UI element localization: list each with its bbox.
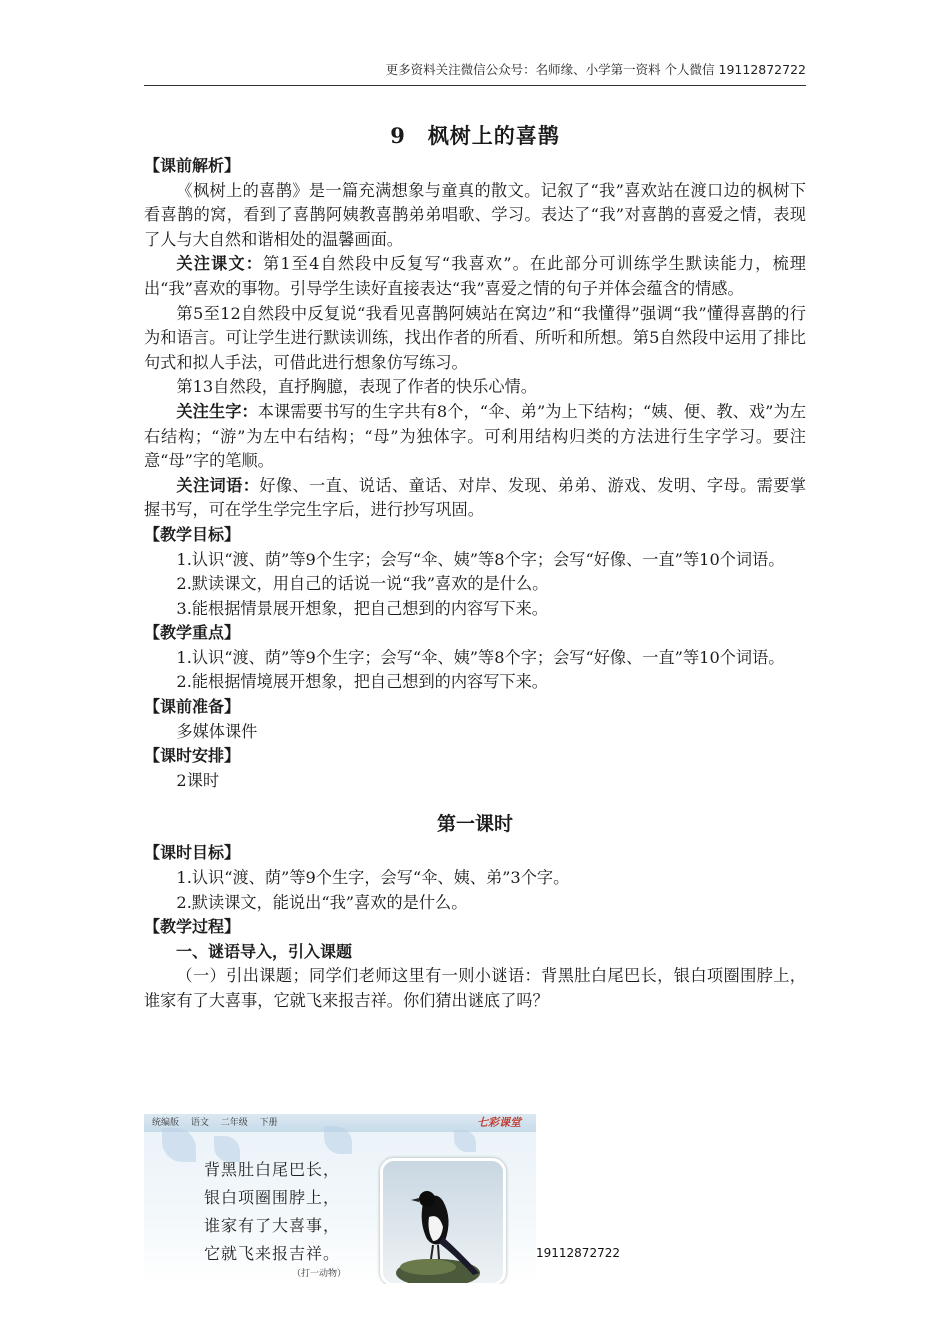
section-heading-process: 【教学过程】 <box>144 917 241 937</box>
page-header: 更多资料关注微信公众号：名师缘、小学第一资料 个人微信 19112872722 <box>144 60 806 86</box>
paragraph: 多媒体课件 <box>176 721 258 741</box>
document-body <box>144 118 806 1014</box>
label-text: 关注生字： <box>176 401 258 421</box>
paragraph: 第5至12自然段中反复说“我看见喜鹊阿姨站在窝边”和“我懂得”强调“我”懂得喜鹊的行为和语言。可让学生进行默读训练，找出作者的所看、所听和所想。第5自然段中运用了排比句式和拟人手法，可借此进行想象仿写练习。 <box>144 303 806 372</box>
slide-bar-item: 二年级 <box>220 1118 248 1128</box>
paragraph <box>144 252 806 301</box>
list-item: 3.能根据情景展开想象，把自己想到的内容写下来。 <box>176 598 548 618</box>
step-heading: 一、谜语导入，引入课题 <box>176 941 353 961</box>
riddle-text <box>204 1156 340 1268</box>
paragraph: 《枫树上的喜鹊》是一篇充满想象与童真的散文。记叙了“我”喜欢站在渡口边的枫树下看喜鹊的窝，看到了喜鹊阿姨教喜鹊弟弟唱歌、学习。表达了“我”对喜鹊的喜爱之情，表现了人与大自然和谐相处的温馨画面。 <box>144 180 806 249</box>
list-item: 1.认识“渡、荫”等9个生字，会写“伞、姨、弟”3个字。 <box>176 868 570 888</box>
slide-bar-item: 语文 <box>190 1118 209 1128</box>
label-text: 关注课文： <box>176 254 264 274</box>
paragraph-text: 本课需要书写的生字共有8个，“伞、弟”为上下结构；“姨、便、教、戏”为左右结构；“游”为左中右结构；“母”为独体字。可利用结构归类的方法进行生字学习。要注意“母”字的笔顺。 <box>144 401 807 471</box>
paragraph <box>144 400 806 474</box>
brand-logo: 七彩课堂 <box>477 1116 521 1129</box>
section-heading-goals: 【教学目标】 <box>144 524 241 544</box>
riddle-line: 银白项圈围脖上， <box>204 1188 341 1207</box>
riddle-line: 谁家有了大喜事， <box>204 1216 341 1235</box>
paragraph: （一）引出课题；同学们老师这里有一则小谜语：背黑肚白尾巴长，银白项圈围脖上，谁家有了大喜事，它就飞来报吉祥。你们猜出谜底了吗？ <box>144 966 806 1010</box>
section-heading-lesson-goals: 【课时目标】 <box>144 843 241 863</box>
paragraph: 2课时 <box>176 770 220 790</box>
lesson-title: 9 枫树上的喜鹊 <box>390 123 560 148</box>
label-text: 关注词语： <box>176 475 260 495</box>
list-item: 2.默读课文，能说出“我”喜欢的是什么。 <box>176 892 468 912</box>
list-item: 2.能根据情境展开想象，把自己想到的内容写下来。 <box>176 672 548 692</box>
slide-bar-item: 统编版 <box>152 1118 180 1128</box>
slide-bar-item: 下册 <box>259 1118 278 1128</box>
paragraph <box>144 474 806 523</box>
section-heading-prep: 【课前准备】 <box>144 697 241 717</box>
paragraph-text: 第1至4自然段中反复写“我喜欢”。在此部分可训练学生默读能力，梳理出“我”喜欢的事物。引导学生读好直接表达“我”喜爱之情的句子并体会蕴含的情感。 <box>144 254 806 298</box>
leaf-decoration <box>454 1130 476 1152</box>
list-item: 2.默读课文，用自己的话说一说“我”喜欢的是什么。 <box>176 574 549 594</box>
riddle-line: 背黑肚白尾巴长， <box>204 1160 341 1179</box>
leaf-decoration <box>162 1128 196 1162</box>
riddle-line: 它就飞来报吉祥。 <box>204 1244 341 1263</box>
section-heading-keypoints: 【教学重点】 <box>144 623 241 643</box>
magpie-photo <box>380 1158 506 1284</box>
riddle-hint: （打一动物） <box>292 1269 347 1279</box>
section-heading-analysis: 【课前解析】 <box>144 156 241 175</box>
list-item: 1.认识“渡、荫”等9个生字；会写“伞、姨”等8个字；会写“好像、一直”等10个词语。 <box>176 647 785 667</box>
paragraph-text: 好像、一直、说话、童话、对岸、发现、弟弟、游戏、发明、字母。需要掌握书写，可在学生学完生字后，进行抄写巩固。 <box>144 475 807 520</box>
contact-number: 19112872722 <box>536 1246 620 1260</box>
lesson-subtitle: 第一课时 <box>436 813 513 836</box>
riddle-slide-image <box>144 1114 536 1284</box>
magpie-icon <box>383 1161 503 1283</box>
section-heading-schedule: 【课时安排】 <box>144 746 241 766</box>
paragraph: 第13自然段，直抒胸臆，表现了作者的快乐心情。 <box>176 377 537 397</box>
list-item: 1.认识“渡、荫”等9个生字；会写“伞、姨”等8个字；会写“好像、一直”等10个词语。 <box>176 549 785 569</box>
